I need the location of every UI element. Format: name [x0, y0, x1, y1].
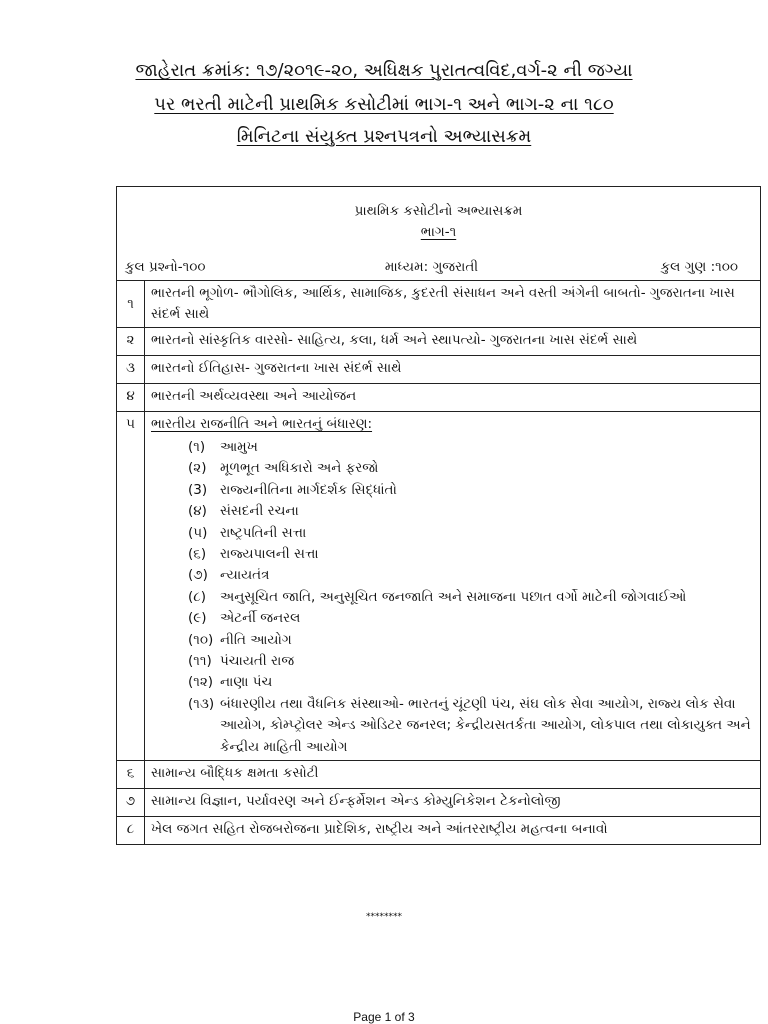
list-item-number: (૫) [188, 524, 208, 541]
table-title: પ્રાથમિક કસોટીનો અભ્યાસક્રમ [354, 203, 523, 219]
table-row [117, 789, 761, 817]
list-item [188, 544, 754, 565]
list-item-number: (૬) [188, 546, 207, 563]
list-item [188, 587, 754, 608]
list-item [188, 694, 754, 758]
row-number: ૫ [117, 412, 145, 761]
list-item-text: રાજ્યપાલની સત્તા [220, 546, 319, 563]
list-item-text: રાષ્ટ્રપતિની સત્તા [220, 524, 307, 541]
row-number: ૨ [117, 328, 145, 356]
list-item-text: રાજ્યનીતિના માર્ગદર્શક સિદ્ધાંતો [220, 481, 397, 498]
list-item [188, 565, 754, 586]
list-item-text: ન્યાયતંત્ર [220, 567, 270, 584]
total-marks: કુલ ગુણ :૧૦૦ [660, 259, 738, 275]
header-line-1: જાહેરાત ક્રમાંક: ૧૭/૨૦૧૯-૨૦, અધિક્ષક પુરાતત્વવિદ,વર્ગ-૨ ની જગ્યા [135, 60, 633, 81]
list-item-number: (૭) [188, 567, 208, 584]
list-item-text: નીતિ આયોગ [220, 631, 292, 648]
table-row [117, 817, 761, 845]
list-item-text: મૂળભૂત અધિકારો અને ફરજો [220, 460, 379, 477]
list-item-number: (૧૦) [188, 631, 214, 648]
list-item-number: (3) [188, 481, 208, 498]
list-item [188, 523, 754, 544]
table-row [117, 384, 761, 412]
list-item-text: અનુસૂચિત જાતિ, અનુસૂચિત જનજાતિ અને સમાજના પછાત વર્ગો માટેની જોગવાઈઓ [220, 588, 687, 605]
exam-medium: માધ્યમ: ગુજરાતી [384, 259, 479, 275]
row-text: સામાન્ય બૌદ્ધિક ક્ષમતા કસોટી [145, 761, 761, 789]
table-header-cell [117, 187, 761, 281]
list-item [188, 480, 754, 501]
section-5-cell [145, 412, 761, 761]
list-item [188, 630, 754, 651]
table-meta-row [123, 257, 754, 278]
list-item-number: (૯) [188, 610, 207, 627]
list-item [188, 608, 754, 629]
list-item-text: સંસદની રચના [220, 503, 299, 520]
list-item-number: (૧) [188, 439, 206, 455]
header-line-3: મિનિટના સંયુક્ત પ્રશ્નપત્રનો અભ્યાસક્રમ [236, 126, 532, 147]
table-header-row [117, 187, 761, 281]
list-item-text: બંધારણીય તથા વૈધનિક સંસ્થાઓ- ભારતનું ચૂંટણી પંચ, સંઘ લોક સેવા આયોગ, રાજ્ય લોક સેવા આયોગ, કોમ્પ્ટ્રોલર એન્ડ ઓડિટર જનરલ; કેન્દ્રીયસતર્કતા આયોગ, લોકપાલ તથા લોકાયુક્ત અને કેન્દ્રીય માહિતી આયોગ [220, 695, 751, 755]
list-item-number: (૮) [188, 588, 206, 605]
list-item [188, 651, 754, 672]
table-row-section-5 [117, 412, 761, 761]
row-number: ૬ [117, 761, 145, 789]
list-item [188, 672, 754, 693]
list-item-number: (૧૨) [188, 674, 214, 691]
list-item-text: એટર્ની જનરલ [220, 610, 301, 627]
row-text: ખેલ જગત સહિત રોજબરોજના પ્રાદેશિક, રાષ્ટ્રીય અને આંતરરાષ્ટ્રીય મહત્વના બનાવો [145, 817, 761, 845]
list-item-text: આમુખ [220, 439, 258, 455]
list-item-number: (૧૧) [188, 653, 212, 670]
section-5-sublist [151, 437, 754, 758]
row-text: સામાન્ય વિજ્ઞાન, પર્યાવરણ અને ઈન્ફર્મેશન એન્ડ કોમ્યુનિકેશન ટેકનોલોજી [145, 789, 761, 817]
section-5-title: ભારતીય રાજનીતિ અને ભારતનું બંધારણ: [151, 416, 373, 432]
table-part-label: ભાગ-૧ [420, 224, 457, 240]
row-text: ભારતનો ઈતિહાસ- ગુજરાતના ખાસ સંદર્ભ સાથે [145, 356, 761, 384]
row-number: ૮ [117, 817, 145, 845]
row-text: ભારતની અર્થવ્યવસ્થા અને આયોજન [145, 384, 761, 412]
row-number: ૧ [117, 281, 145, 328]
table-row [117, 281, 761, 328]
list-item-number: (૨) [188, 460, 207, 477]
row-number: ૩ [117, 356, 145, 384]
list-item-text: નાણા પંચ [220, 674, 273, 691]
row-number: ૪ [117, 384, 145, 412]
header-line-2: પર ભરતી માટેની પ્રાથમિક કસોટીમાં ભાગ-૧ અને ભાગ-૨ ના ૧૮૦ [154, 94, 614, 115]
table-row [117, 356, 761, 384]
table-row [117, 328, 761, 356]
table-row [117, 761, 761, 789]
list-item [188, 437, 754, 458]
list-item [188, 501, 754, 522]
row-number: ૭ [117, 789, 145, 817]
list-item-number: (૧૩) [188, 695, 215, 712]
page-number: Page 1 of 3 [353, 1010, 415, 1024]
list-item-number: (૪) [188, 503, 207, 520]
total-questions: કુલ પ્રશ્નો-૧૦૦ [125, 259, 206, 275]
row-text: ભારતની ભૂગોળ- ભૌગોલિક, આર્થિક, સામાજિક, કુદરતી સંસાધન અને વસ્તી અંગેની બાબતો- ગુજરાતના ખાસ સંદર્ભ સાથે [145, 281, 761, 328]
row-text: ભારતનો સાંસ્કૃતિક વારસો- સાહિત્ય, કલા, ધર્મ અને સ્થાપત્યો- ગુજરાતના ખાસ સંદર્ભ સાથે [145, 328, 761, 356]
syllabus-table [116, 186, 761, 845]
list-item [188, 458, 754, 479]
section-separator: ******** [366, 912, 402, 922]
list-item-text: પંચાયતી રાજ [220, 653, 295, 670]
